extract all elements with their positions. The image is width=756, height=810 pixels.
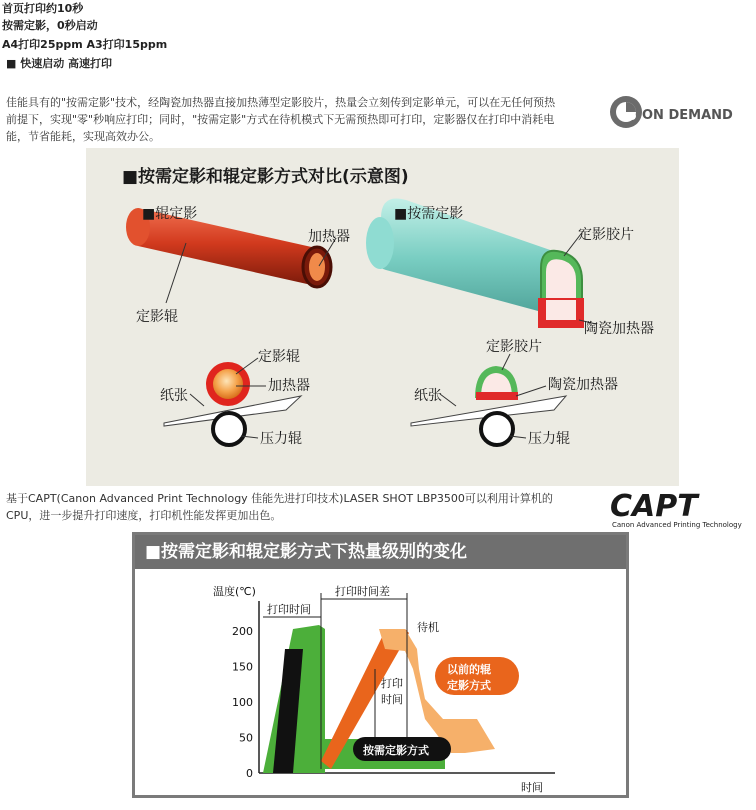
capt-logo-big: CAPT [610,490,698,524]
annot-print-time: 打印时间 [267,603,311,616]
annot-print-time-diff: 打印时间差 [335,585,390,598]
capt-logo-small: Canon Advanced Printing Technology [612,521,742,529]
y-tick-label: 50 [239,731,253,745]
on-demand-subtitle: ■按需定影 [394,206,464,222]
on-demand-logo [608,94,748,130]
on-demand-label: 按需定影方式 [363,744,429,757]
small-ceramic-label: 陶瓷加热器 [548,377,618,393]
annot-standby: 待机 [417,621,439,634]
roller-subtitle: ■辊定影 [142,206,198,222]
capt-paragraph [6,490,606,524]
annot-print-vertical-1: 打印 [381,677,403,690]
paper-label-left: 纸张 [160,388,188,404]
paper-label-right: 纸张 [414,388,442,404]
y-tick-label: 200 [232,625,253,638]
intro-paragraph [6,94,606,145]
x-axis-label: 时间 [521,781,543,794]
section-heading-fast-start: ■ 快速启动 高速打印 [6,57,113,70]
legacy-label-2: 定影方式 [447,679,491,692]
pressure-roller-label-left: 压力辊 [260,431,302,447]
capt-line-2: CPU，进一步提升打印速度，打印机性能发挥更加出色。 [6,509,282,522]
ceramic-heater-label: 陶瓷加热器 [584,321,654,337]
capt-logo [608,490,754,530]
legacy-label-1: 以前的辊 [447,663,491,676]
spec-ppm: A4打印25ppm A3打印15ppm [2,38,168,51]
heat-level-chart [132,532,629,798]
chart-title: ■按需定影和辊定影方式下热量级别的变化 [135,535,626,569]
roller-label: 定影辊 [136,309,178,325]
small-film-label: 定影胶片 [486,339,542,355]
spec-on-demand: 按需定影，0秒启动 [2,19,98,32]
heater-label: 加热器 [308,229,350,245]
small-heater-label: 加热器 [268,378,310,394]
chart-plot [135,569,626,795]
annot-print-vertical-2: 时间 [381,693,403,706]
spec-first-print: 首页打印约10秒 [2,2,84,15]
intro-line-3: 能，节省能耗，实现高效办公。 [6,130,160,143]
capt-line-1: 基于CAPT(Canon Advanced Print Technology 佳能先进打印技术)LASER SHOT LBP3500可以利用计算机的 [6,492,553,505]
intro-line-2: 前提下，实现"零"秒响应打印；同时，"按需定影"方式在待机模式下无需预热即可打印，定影器仅在打印中消耗电 [6,113,555,126]
small-roller-label: 定影辊 [258,349,300,365]
fusing-comparison-diagram [86,148,679,486]
y-tick-label: 150 [232,660,253,674]
film-label: 定影胶片 [578,227,634,243]
y-tick-label: 0 [246,767,253,780]
diagram-title: ■按需定影和辊定影方式对比(示意图) [122,167,409,187]
y-tick-label: 100 [232,696,253,709]
intro-line-1: 佳能具有的"按需定影"技术，经陶瓷加热器直接加热薄型定影胶片，热量会立刻传到定影单元，可以在无任何预热 [6,96,556,109]
y-axis-label: 温度(℃) [213,585,256,598]
on-demand-logo-text: ON DEMAND [642,108,733,123]
pressure-roller-label-right: 压力辊 [528,431,570,447]
